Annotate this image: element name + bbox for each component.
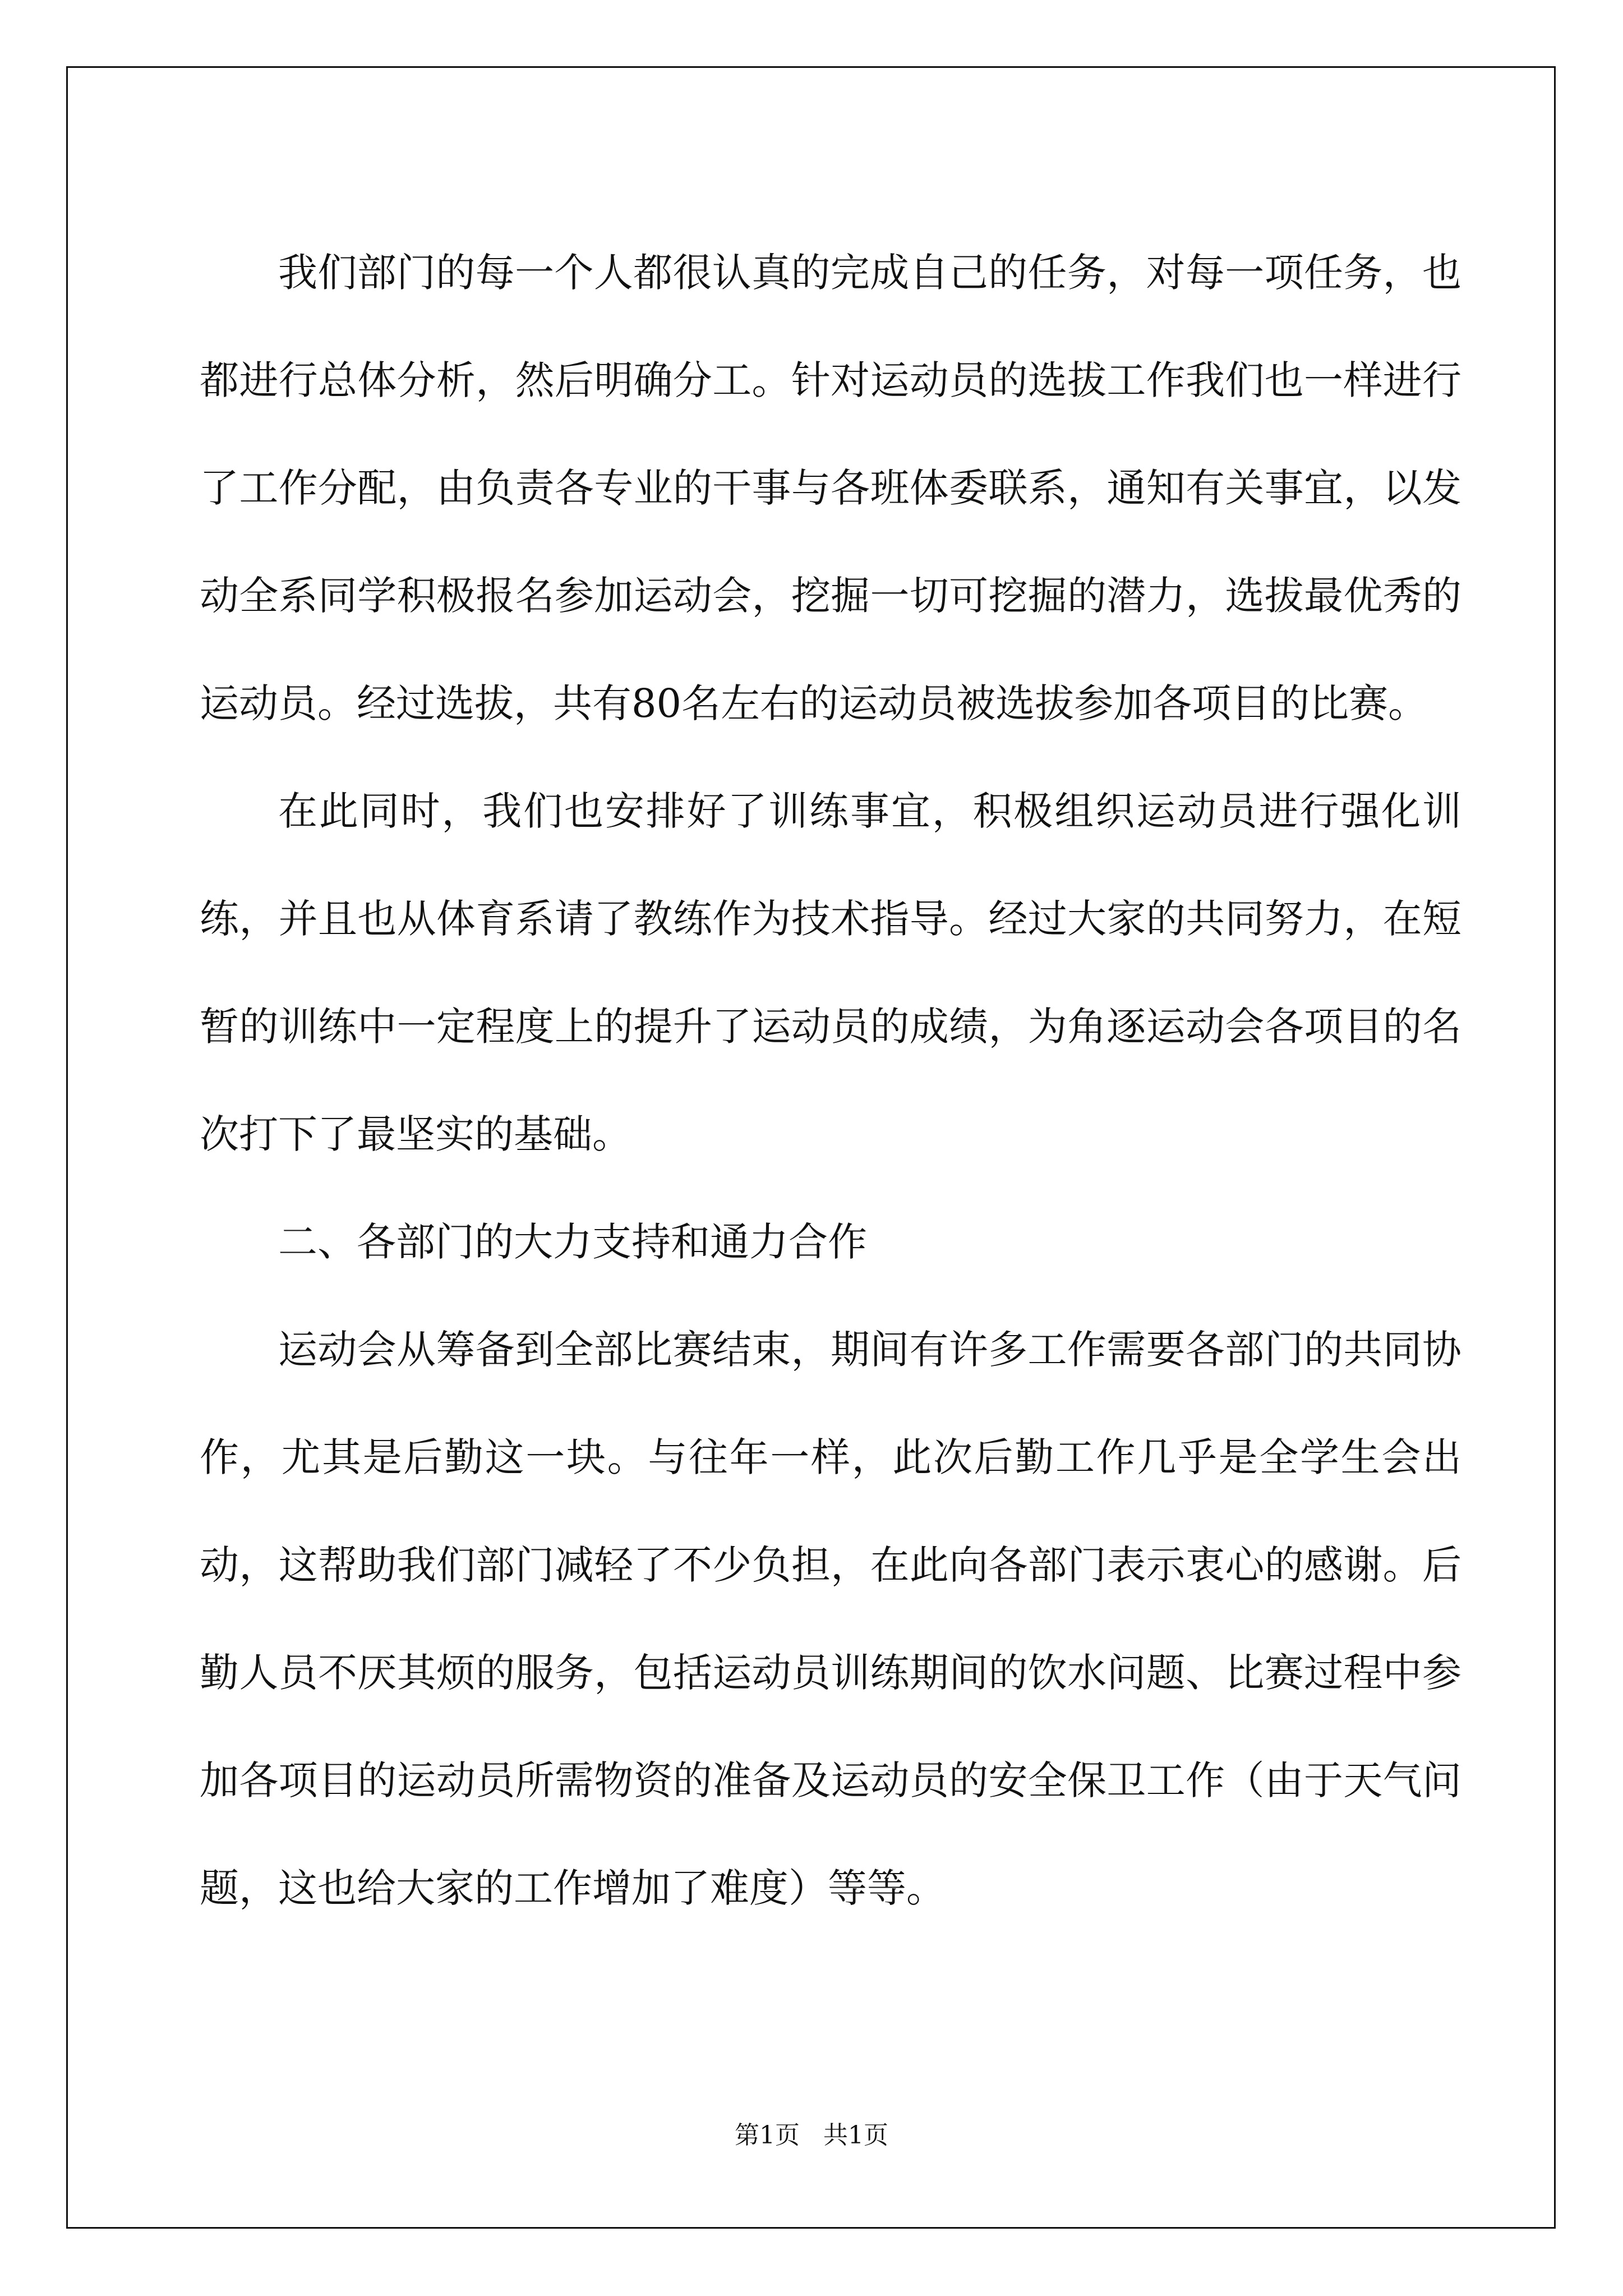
paragraph-1: 我们部门的每一个人都很认真的完成自己的任务，对每一项任务，也都进行总体分析，然后明确分工。针对运动员的选拔工作我们也一样进行了工作分配，由负责各专业的干事与各班体委联系，通知有关事宜，以发动全系同学积极报名参加运动会，挖掘一切可挖掘的潜力，选拔最优秀的运动员。经过选拔，共有80名左右的运动员被选拔参加各项目的比赛。 <box>200 250 1461 726</box>
paragraph-3: 运动会从筹备到全部比赛结束，期间有许多工作需要各部门的共同协作，尤其是后勤这一块。与往年一样，此次后勤工作几乎是全学生会出动，这帮助我们部门减轻了不少负担，在此向各部门表示衷心的感谢。后勤人员不厌其烦的服务，包括运动员训练期间的饮水问题、比赛过程中参加各项目的运动员所需物资的准备及运动员的安全保卫工作（由于天气问题，这也给大家的工作增加了难度）等等。 <box>200 1327 1461 1911</box>
section-heading: 二、各部门的大力支持和通力合作 <box>278 1219 867 1265</box>
page-footer: 第1页 共1页 <box>735 2121 888 2150</box>
paragraph-2: 在此同时，我们也安排好了训练事宜，积极组织运动员进行强化训练，并且也从体育系请了教练作为技术指导。经过大家的共同努力，在短暂的训练中一定程度上的提升了运动员的成绩，为角逐运动会各项目的名次打下了最坚实的基础。 <box>200 788 1461 1157</box>
document-body <box>200 219 1461 1942</box>
